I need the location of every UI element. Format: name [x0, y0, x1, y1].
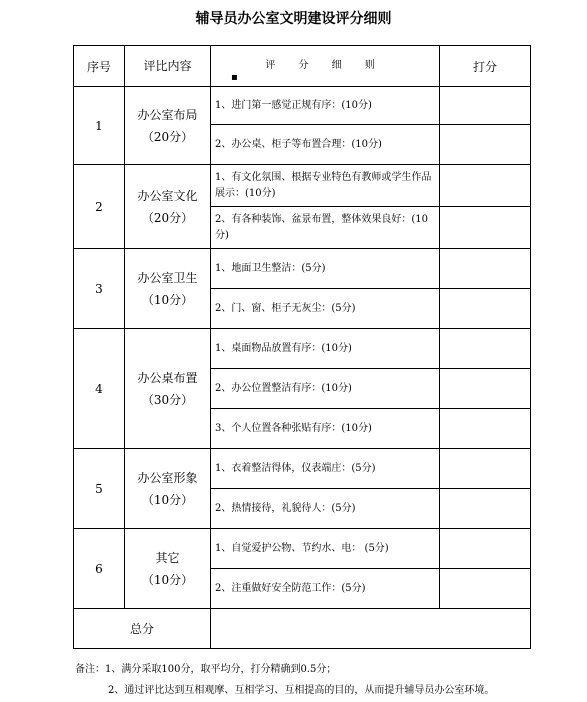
group-5-no: 5	[74, 449, 125, 529]
group-4-no: 4	[74, 329, 125, 449]
note-1: 备注：1、满分采取100分，取平均分，打分精确到0.5分；	[75, 664, 337, 675]
category-name: 办公桌布置	[137, 370, 198, 385]
group-4-item-3: 3、个人位置各种张贴有序：(10分)	[211, 409, 440, 449]
note-2: 2、通过评比达到互相观摩、互相学习、互相提高的目的，从而提升辅导员办公室环境。	[108, 685, 495, 696]
table-row	[74, 87, 531, 125]
table-row	[74, 329, 531, 369]
header-detail-text: 评 分 细 则	[265, 60, 385, 71]
score-cell[interactable]	[440, 125, 531, 165]
total-label: 总分	[74, 609, 211, 649]
group-4-item-2: 2、办公位置整洁有序：(10分)	[211, 369, 440, 409]
header-row	[74, 46, 531, 87]
total-row	[74, 609, 531, 649]
group-1-item-1: 1、进门第一感觉正规有序：(10分)	[211, 87, 440, 125]
score-cell[interactable]	[440, 289, 531, 329]
group-2-item-1: 1、有文化氛围、根据专业特色有教师或学生作品展示：(10分)	[211, 165, 440, 207]
group-2-no: 2	[74, 165, 125, 249]
category-name: 办公室布局	[137, 107, 198, 122]
group-2-category	[125, 165, 211, 249]
table-row	[74, 165, 531, 207]
group-3-item-2: 2、门、窗、柜子无灰尘：(5分)	[211, 289, 440, 329]
header-score: 打分	[440, 46, 531, 87]
score-cell[interactable]	[440, 529, 531, 569]
table-row	[74, 449, 531, 489]
category-name: 办公室文化	[137, 188, 198, 203]
header-category: 评比内容	[125, 46, 211, 87]
score-cell[interactable]	[440, 569, 531, 609]
notes	[75, 659, 494, 701]
score-cell[interactable]	[440, 369, 531, 409]
group-6-no: 6	[74, 529, 125, 609]
category-points: （10分）	[141, 492, 194, 507]
group-3-category	[125, 249, 211, 329]
group-3-item-1: 1、地面卫生整洁：(5分)	[211, 249, 440, 289]
group-4-item-1: 1、桌面物品放置有序：(10分)	[211, 329, 440, 369]
header-no: 序号	[74, 46, 125, 87]
table-row	[74, 249, 531, 289]
bullet-dot: ▪	[231, 72, 238, 83]
group-3-no: 3	[74, 249, 125, 329]
group-5-category	[125, 449, 211, 529]
scoring-table	[73, 45, 531, 649]
category-name: 办公室卫生	[137, 270, 198, 285]
page-title: 辅导员办公室文明建设评分细则	[195, 11, 392, 27]
score-cell[interactable]	[440, 329, 531, 369]
category-name: 办公室形象	[137, 470, 198, 485]
group-1-no: 1	[74, 87, 125, 165]
group-1-category	[125, 87, 211, 165]
group-4-category	[125, 329, 211, 449]
table-row	[74, 529, 531, 569]
score-cell[interactable]	[440, 165, 531, 207]
group-2-item-2: 2、有各种装饰、盆景布置，整体效果良好：(10分)	[211, 207, 440, 249]
category-name: 其它	[155, 550, 180, 565]
group-5-item-1: 1、衣着整洁得体，仪表端庄：(5分)	[211, 449, 440, 489]
score-cell[interactable]	[440, 449, 531, 489]
category-points: （10分）	[141, 572, 194, 587]
category-points: （30分）	[141, 392, 194, 407]
category-points: （20分）	[141, 210, 194, 225]
header-detail	[211, 46, 440, 87]
group-6-category	[125, 529, 211, 609]
total-score-cell[interactable]	[211, 609, 531, 649]
group-6-item-2: 2、注重做好安全防范工作：(5分)	[211, 569, 440, 609]
category-points: （10分）	[141, 292, 194, 307]
score-cell[interactable]	[440, 87, 531, 125]
score-cell[interactable]	[440, 249, 531, 289]
group-5-item-2: 2、热情接待，礼貌待人：(5分)	[211, 489, 440, 529]
score-cell[interactable]	[440, 489, 531, 529]
group-6-item-1: 1、自觉爱护公物、节约水、电： (5分)	[211, 529, 440, 569]
score-cell[interactable]	[440, 409, 531, 449]
group-1-item-2: 2、办公桌、柜子等布置合理：(10分)	[211, 125, 440, 165]
category-points: （20分）	[141, 129, 194, 144]
score-cell[interactable]	[440, 207, 531, 249]
